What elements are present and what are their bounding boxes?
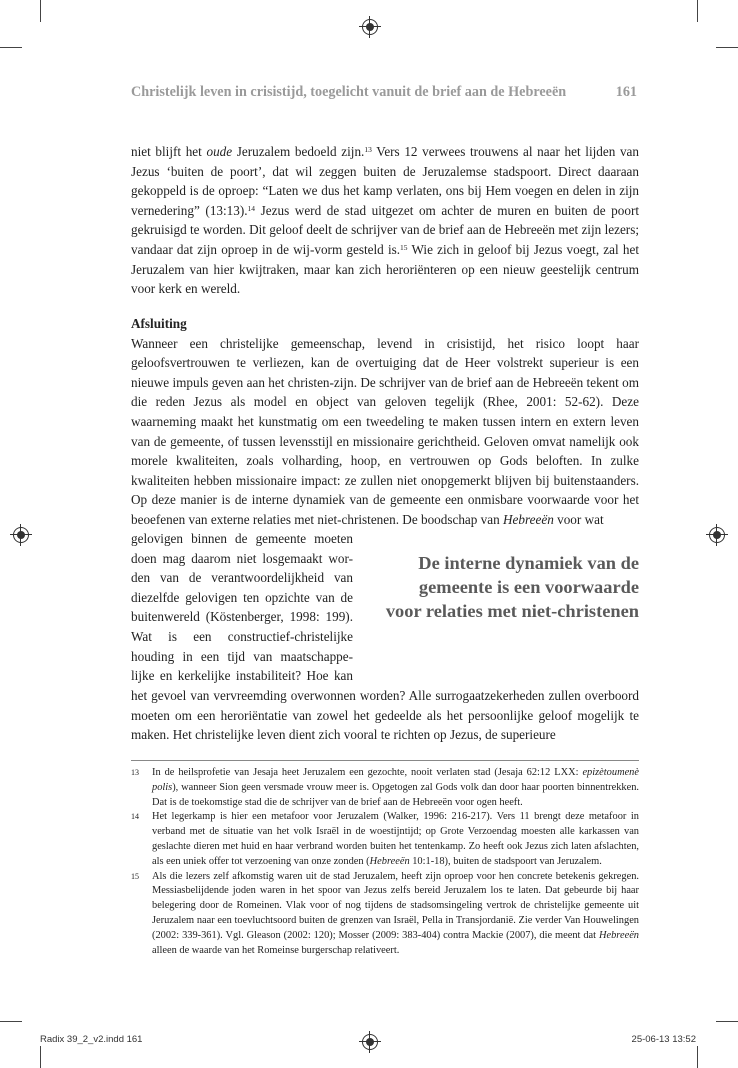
footnote-14 [131, 810, 639, 869]
footnote-number: 15 [131, 871, 139, 881]
paragraph-continuation [131, 686, 639, 745]
text-run: alleen de waarde van het Romeinse burgerschap relativeert. [152, 944, 400, 956]
slug-date: 25-06-13 13:52 [631, 1034, 696, 1045]
text-run: Als die lezers zelf afkomstig waren uit de stad Jeruzalem, heeft zijn oproep voor hen concrete betekenis gekregen. Messiasbelijdende joden waren in het spoor van Jezus zelfs bereid Jeruzalem los te laten. Dat gebeurde bij haar belegering door de Romeinen. Vlak voor of nog tijdens de stadsomsingeling vertrok de christelijke gemeente uit Jeruzalem naar een toevluchtsoord buiten de grenzen van Israël, Pella in Transjordanië. Zie verder Van Houwelingen (2002: 339-361). Vgl. Gleason (2002: 120); Mosser (2009: 383-404) contra Mackie (2007), die meent dat [152, 870, 639, 941]
text-run: Wanneer een christelijke gemeenschap, levend in crisistijd, het risico loopt haar geloofsvertrouwen te verliezen, kan de overtuiging dat de Heer volstrekt superieur is een nieuwe impuls geven aan het christen-zijn. De schrijver van de brief aan de Hebreeën tekent om die reden Jezus als model en object van geloven tegelijk (Rhee, 2001: 52-62). Deze waarneming maakt het kunstmatig om een tweedeling te maken tussen intern en extern leven van de gemeente, of tussen levensstijl en missionaire gerichtheid. Geloven omvat namelijk ook morele kwaliteiten, zoals volharding, hoop, en vertrouwen op Gods beloften. In zulke kwaliteiten hebben missionaire impact: ze zullen niet onopgemerkt blijven bij buitenstaanders. Op deze manier is de interne dynamiek van de gemeente een onmisbare voorwaarde voor het beoefenen van externe relaties met niet-christenen. De boodschap van [131, 335, 639, 527]
crop-mark [716, 47, 738, 48]
emphasis: Hebreeën [369, 855, 410, 867]
emphasis: Hebreeën [599, 929, 639, 941]
registration-mark-icon [362, 1034, 378, 1050]
text-line: doen mag daarom niet losgemaakt wor- [131, 550, 353, 566]
crop-mark [40, 1046, 41, 1068]
text-run: Jezus werd de stad uitgezet om achter de muren en buiten de poort gekruisigd te worden. Dit geloof deelt de schrijver van de brief aan de Hebreeën met zijn lezers; vandaar dat zijn oproep in de wij-vorm gesteld is. [131, 202, 639, 257]
pull-quote [361, 551, 639, 623]
text-line: den van de verantwoordelijkheid van [131, 570, 353, 586]
footnote-ref-13[interactable]: 13 [364, 145, 372, 154]
crop-mark [716, 1021, 738, 1022]
footnote-ref-14[interactable]: 14 [247, 203, 256, 213]
section-heading: Afsluiting [131, 316, 187, 331]
text-run: niet blijft het [131, 144, 207, 159]
text-run: voor wat [553, 511, 604, 527]
emphasis: oude [206, 144, 233, 159]
text-run: het gevoel van vervreemding overwonnen worden? Alle surrogaatzekerheden zullen overboord moeten om een heroriëntatie van zowel het gedeelde als het persoonlijke geloof mogelijk te maken. Het christelijke leven dient zich vooral te richten op Jezus, de superieure [131, 688, 639, 743]
crop-mark [697, 0, 698, 22]
narrow-column [131, 529, 353, 686]
slug-file: Radix 39_2_v2.indd 161 [40, 1034, 143, 1045]
text-line: Wat is een constructief-christelijke [131, 628, 353, 644]
running-head-title: Christelijk leven in crisistijd, toegelicht vanuit de brief aan de Hebreeën [131, 84, 567, 100]
page-number: 161 [615, 84, 637, 100]
text-run: In de heilsprofetie van Jesaja heet Jeruzalem een gezochte, nooit verlaten stad (Jesaja 62:12 LXX: [152, 767, 583, 778]
text-run: Wie zich in geloof bij Jezus voegt, zal het Jeruzalem van hier kwijtraken, maar kan zich heroriënteren op een nieuw geestelijk centrum voor kerk en wereld. [131, 241, 639, 297]
text-run: Het legerkamp is hier een metafoor voor Jeruzalem (Walker, 1996: 216-217). Vers 11 brengt deze metafoor in verband met de situatie van het volk Israël in de woestijntijd; op Grote Verzoendag moesten alle karkassen van geslachte dieren met huid en haar verbrand worden buiten het tentenkamp. Zo heeft ook Jezus zich laten afslachten, als een uniek offer tot verzoening van onze zonden ( [152, 811, 639, 867]
emphasis: epizètoumenè polis [152, 767, 639, 793]
footnote-15 [131, 870, 639, 959]
section-afsluiting [131, 314, 639, 530]
footnote-number: 14 [131, 812, 139, 822]
registration-mark-icon [709, 527, 725, 543]
crop-mark [697, 1046, 698, 1068]
text-line: gelovigen binnen de gemeente moeten [131, 531, 353, 546]
text-line: houding in een tijd van maatschappe- [131, 648, 353, 664]
footnote-ref-15[interactable]: 15 [400, 242, 408, 252]
footnote-number: 13 [131, 768, 139, 777]
pull-quote-line: voor relaties met niet-christenen [385, 601, 639, 621]
footnotes [131, 766, 639, 958]
footnote-rule [131, 760, 639, 761]
running-head [131, 84, 639, 101]
crop-mark [40, 0, 41, 22]
pull-quote-line: De interne dynamiek van de [418, 553, 639, 573]
text-run: ), wanneer Sion geen versmade vrouw meer is. Opgetogen zal Gods volk dan door haar poorten binnentrekken. Dat is de toekomstige stad die de schrijver van de brief aan de Hebreeën voor ogen heeft. [152, 781, 639, 808]
crop-mark [0, 47, 22, 48]
text-line: diezelfde gelovigen ten opzichte van de [131, 589, 353, 605]
emphasis: Hebreeën [503, 511, 554, 527]
text-line: lijke en kerkelijke instabiliteit? Hoe kan [131, 668, 353, 684]
text-run: Vers 12 verwees trouwens al naar het lijden van Jezus ‘buiten de poort’, dat wil zeggen buiten de Jeruzalemse stadspoort. Direct daaraan gekoppeld is de oproep: “Laten we dus het kamp verlaten, ons bij Hem voegen en delen in zijn vernedering” (13:13). [131, 144, 640, 218]
registration-mark-icon [13, 527, 29, 543]
text-line: buitenwereld (Köstenberger, 1998: 199). [131, 609, 353, 625]
pull-quote-line: gemeente is een voorwaarde [418, 577, 639, 597]
crop-mark [0, 1021, 22, 1022]
paragraph-jeruzalem [131, 142, 639, 299]
text-run: 10:1-18), buiten de stadspoort van Jeruzalem. [409, 855, 602, 867]
footnote-13 [131, 766, 639, 810]
registration-mark-icon [362, 19, 378, 35]
text-run: Jeruzalem bedoeld zijn. [232, 144, 365, 159]
